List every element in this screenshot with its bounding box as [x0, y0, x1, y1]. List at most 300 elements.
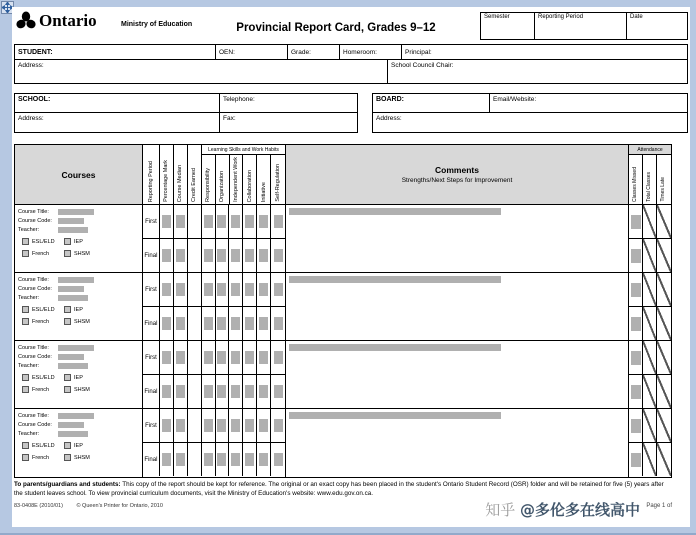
organization-cell	[216, 239, 230, 272]
initiative-value	[259, 351, 268, 364]
esl-eld-label: ESL/ELD	[32, 442, 55, 449]
french-label: French	[32, 250, 50, 257]
course-median-value	[176, 317, 185, 330]
initiative-cell	[257, 375, 271, 408]
percentage-mark-cell	[160, 273, 174, 306]
shsm-checkbox[interactable]	[64, 386, 71, 393]
times-late-cell	[657, 273, 671, 306]
independent-work-cell	[229, 375, 243, 408]
times-late-cell	[657, 443, 671, 476]
report-card-page	[12, 7, 690, 527]
percentage-mark-value	[162, 453, 171, 466]
marks-grid	[143, 409, 286, 477]
skill-header-responsibility: Responsibility	[202, 155, 216, 204]
school-council-chair-label: School Council Chair:	[391, 62, 454, 69]
course-code-value	[58, 218, 84, 224]
student-label: STUDENT:	[18, 48, 53, 56]
esl-eld-checkbox[interactable]	[22, 306, 29, 313]
watermark-handle: @多伦多在线高中	[519, 501, 640, 519]
independent-work-value	[231, 317, 240, 330]
course-block	[15, 341, 671, 409]
board-address-label: Address:	[376, 115, 402, 122]
first-report-row	[143, 341, 285, 375]
student-section	[14, 44, 688, 84]
course-median-value	[176, 215, 185, 228]
times-late-cell	[657, 239, 671, 272]
course-code-label: Course Code:	[18, 286, 52, 292]
esl-eld-label: ESL/ELD	[32, 374, 55, 381]
collaboration-cell	[243, 443, 257, 476]
responsibility-cell	[202, 409, 216, 442]
self-regulation-value	[274, 351, 283, 364]
self-regulation-cell	[271, 409, 285, 442]
comments-cell	[286, 205, 629, 272]
period-box	[480, 12, 688, 40]
shsm-checkbox[interactable]	[64, 250, 71, 257]
collaboration-cell	[243, 409, 257, 442]
responsibility-value	[204, 351, 213, 364]
course-median-cell	[174, 239, 188, 272]
organization-value	[217, 351, 226, 364]
course-info-cell	[15, 205, 143, 272]
independent-work-cell	[229, 273, 243, 306]
classes-missed-cell	[629, 205, 643, 238]
teacher-label: Teacher:	[18, 227, 40, 233]
shsm-label: SHSM	[74, 250, 90, 257]
final-period-cell: Final	[143, 239, 160, 272]
comments-cell	[286, 273, 629, 340]
responsibility-value	[204, 283, 213, 296]
oen-label: OEN:	[219, 48, 235, 56]
independent-work-value	[231, 351, 240, 364]
organization-value	[217, 419, 226, 432]
comments-value	[289, 412, 501, 419]
esl-eld-checkbox[interactable]	[22, 374, 29, 381]
teacher-value	[58, 295, 88, 301]
attendance-group	[629, 145, 671, 204]
responsibility-value	[204, 385, 213, 398]
total-classes-cell	[643, 409, 657, 442]
percentage-mark-value	[162, 215, 171, 228]
collaboration-value	[245, 453, 254, 466]
self-regulation-value	[274, 419, 283, 432]
school-address-label: Address:	[18, 115, 44, 122]
organization-cell	[216, 273, 230, 306]
responsibility-value	[204, 249, 213, 262]
independent-work-cell	[229, 205, 243, 238]
initiative-value	[259, 317, 268, 330]
course-code-value	[58, 354, 84, 360]
course-median-cell	[174, 205, 188, 238]
total-classes-cell	[643, 375, 657, 408]
initiative-cell	[257, 205, 271, 238]
iep-label: IEP	[74, 306, 83, 313]
homeroom-label: Homeroom:	[343, 48, 377, 56]
ministry-label: Ministry of Education	[121, 21, 193, 28]
self-regulation-value	[274, 453, 283, 466]
course-code-label: Course Code:	[18, 218, 52, 224]
comments-title: Comments	[435, 165, 479, 175]
french-checkbox[interactable]	[22, 386, 29, 393]
independent-work-value	[231, 249, 240, 262]
classes-missed-cell	[629, 409, 643, 442]
classes-missed-value	[631, 419, 641, 433]
courses-header: Courses	[15, 145, 143, 204]
organization-value	[217, 453, 226, 466]
self-regulation-value	[274, 385, 283, 398]
skill-header-self-regulation: Self-Regulation	[271, 155, 285, 204]
classes-missed-value	[631, 385, 641, 399]
classes-missed-cell	[629, 307, 643, 340]
final-period-cell: Final	[143, 443, 160, 476]
organization-cell	[216, 409, 230, 442]
teacher-label: Teacher:	[18, 363, 40, 369]
self-regulation-value	[274, 249, 283, 262]
collaboration-cell	[243, 375, 257, 408]
iep-label: IEP	[74, 374, 83, 381]
responsibility-cell	[202, 443, 216, 476]
shsm-label: SHSM	[74, 318, 90, 325]
watermark	[485, 499, 640, 520]
initiative-cell	[257, 409, 271, 442]
percentage-mark-value	[162, 249, 171, 262]
course-code-label: Course Code:	[18, 354, 52, 360]
form-number: 83-0408E (2010/01)	[14, 502, 63, 509]
final-report-row	[143, 443, 285, 476]
page-number: Page 1 of	[646, 502, 672, 509]
collaboration-value	[245, 317, 254, 330]
comments-cell	[286, 341, 629, 408]
iep-label: IEP	[74, 238, 83, 245]
shsm-checkbox[interactable]	[64, 454, 71, 461]
collaboration-value	[245, 385, 254, 398]
course-block	[15, 273, 671, 341]
organization-cell	[216, 205, 230, 238]
esl-eld-checkbox[interactable]	[22, 238, 29, 245]
skill-header-organization: Organization	[216, 155, 230, 204]
report-table	[14, 144, 672, 478]
times-late-cell	[657, 341, 671, 374]
final-report-row	[143, 239, 285, 272]
collaboration-value	[245, 419, 254, 432]
skill-header-collaboration: Collaboration	[243, 155, 257, 204]
course-title-value	[58, 413, 94, 419]
self-regulation-cell	[271, 341, 285, 374]
credit-earned-cell	[188, 375, 202, 408]
grade-label: Grade:	[291, 48, 311, 56]
initiative-cell	[257, 273, 271, 306]
independent-work-cell	[229, 341, 243, 374]
esl-eld-label: ESL/ELD	[32, 306, 55, 313]
total-classes-cell	[643, 273, 657, 306]
first-period-cell: First	[143, 409, 160, 442]
attendance-cells	[629, 205, 671, 272]
final-report-row	[143, 375, 285, 408]
iep-checkbox[interactable]	[64, 374, 71, 381]
percentage-mark-cell	[160, 375, 174, 408]
independent-work-cell	[229, 307, 243, 340]
initiative-cell	[257, 239, 271, 272]
footer-note	[14, 481, 672, 499]
collaboration-value	[245, 351, 254, 364]
initiative-value	[259, 283, 268, 296]
credit-earned-cell	[188, 239, 202, 272]
course-code-value	[58, 422, 84, 428]
course-median-value	[176, 283, 185, 296]
first-report-row	[143, 205, 285, 239]
attendance-header-times-late: Times Late	[657, 155, 671, 204]
self-regulation-cell	[271, 375, 285, 408]
french-checkbox[interactable]	[22, 454, 29, 461]
responsibility-cell	[202, 273, 216, 306]
first-report-row	[143, 409, 285, 443]
first-period-cell: First	[143, 205, 160, 238]
esl-eld-checkbox[interactable]	[22, 442, 29, 449]
self-regulation-cell	[271, 273, 285, 306]
responsibility-value	[204, 419, 213, 432]
iep-checkbox[interactable]	[64, 306, 71, 313]
french-label: French	[32, 318, 50, 325]
shsm-label: SHSM	[74, 454, 90, 461]
course-info-cell	[15, 341, 143, 408]
credit-earned-header: Credit Earned	[188, 145, 202, 204]
classes-missed-value	[631, 351, 641, 365]
ontario-logo	[16, 11, 97, 31]
responsibility-cell	[202, 205, 216, 238]
attendance-header-classes-missed: Classes Missed	[629, 155, 643, 204]
responsibility-cell	[202, 375, 216, 408]
course-title-label: Course Title:	[18, 413, 49, 419]
table-body	[15, 205, 671, 477]
total-classes-cell	[643, 205, 657, 238]
course-median-cell	[174, 375, 188, 408]
classes-missed-value	[631, 249, 641, 263]
marks-grid	[143, 341, 286, 408]
classes-missed-value	[631, 317, 641, 331]
responsibility-cell	[202, 341, 216, 374]
course-median-value	[176, 351, 185, 364]
initiative-cell	[257, 307, 271, 340]
email-website-label: Email/Website:	[493, 96, 537, 103]
responsibility-cell	[202, 239, 216, 272]
self-regulation-cell	[271, 205, 285, 238]
percentage-mark-value	[162, 283, 171, 296]
course-median-cell	[174, 273, 188, 306]
self-regulation-value	[274, 317, 283, 330]
school-section	[14, 93, 358, 133]
comments-header	[286, 145, 629, 204]
initiative-value	[259, 215, 268, 228]
french-checkbox[interactable]	[22, 318, 29, 325]
comments-cell	[286, 409, 629, 477]
telephone-label: Telephone:	[223, 96, 255, 103]
classes-missed-cell	[629, 443, 643, 476]
page-header	[14, 10, 688, 41]
classes-missed-cell	[629, 375, 643, 408]
course-title-value	[58, 345, 94, 351]
organization-cell	[216, 307, 230, 340]
percentage-mark-value	[162, 419, 171, 432]
skill-header-initiative: Initiative	[257, 155, 271, 204]
course-median-value	[176, 453, 185, 466]
course-median-cell	[174, 409, 188, 442]
course-info-cell	[15, 409, 143, 477]
total-classes-cell	[643, 307, 657, 340]
marks-grid	[143, 273, 286, 340]
times-late-cell	[657, 205, 671, 238]
course-title-label: Course Title:	[18, 277, 49, 283]
organization-value	[217, 249, 226, 262]
initiative-value	[259, 385, 268, 398]
collaboration-cell	[243, 307, 257, 340]
learning-skills-group	[202, 145, 286, 204]
course-title-label: Course Title:	[18, 345, 49, 351]
times-late-cell	[657, 375, 671, 408]
self-regulation-cell	[271, 307, 285, 340]
percentage-mark-cell	[160, 239, 174, 272]
organization-value	[217, 215, 226, 228]
responsibility-value	[204, 215, 213, 228]
watermark-site: 知乎	[485, 501, 516, 519]
responsibility-cell	[202, 307, 216, 340]
course-block	[15, 205, 671, 273]
course-median-value	[176, 385, 185, 398]
independent-work-value	[231, 215, 240, 228]
comments-value	[289, 276, 501, 283]
attendance-cells	[629, 341, 671, 408]
attendance-cells	[629, 273, 671, 340]
student-row	[15, 45, 687, 60]
first-period-cell: First	[143, 341, 160, 374]
initiative-value	[259, 249, 268, 262]
credit-earned-cell	[188, 205, 202, 238]
course-info-cell	[15, 273, 143, 340]
collaboration-value	[245, 215, 254, 228]
comments-value	[289, 344, 501, 351]
teacher-value	[58, 227, 88, 233]
percentage-mark-cell	[160, 443, 174, 476]
times-late-cell	[657, 409, 671, 442]
course-title-value	[58, 209, 94, 215]
date-label: Date	[630, 14, 643, 20]
classes-missed-cell	[629, 341, 643, 374]
french-label: French	[32, 386, 50, 393]
classes-missed-value	[631, 283, 641, 297]
classes-missed-value	[631, 215, 641, 229]
credit-earned-cell	[188, 409, 202, 442]
organization-value	[217, 385, 226, 398]
credit-earned-cell	[188, 273, 202, 306]
total-classes-cell	[643, 341, 657, 374]
marks-grid	[143, 205, 286, 272]
percentage-mark-value	[162, 385, 171, 398]
student-address-label: Address:	[18, 62, 44, 69]
total-classes-cell	[643, 239, 657, 272]
comments-subtitle: Strengths/Next Steps for Improvement	[401, 177, 513, 184]
iep-checkbox[interactable]	[64, 442, 71, 449]
comments-value	[289, 208, 501, 215]
footer-note-body: This copy of the report should be kept for reference. The original or an exact copy has been placed in the student's Ontario Student Record (OSR) folder and will be retained for five (5) years after the student leaves school. To view provincial curriculum documents, visit the Ministry of Education's website: www.edu.gov.on.ca.	[14, 481, 664, 497]
attendance-header-total-classes: Total Classes	[643, 155, 657, 204]
reporting-period-header: Reporting Period	[143, 145, 160, 204]
teacher-label: Teacher:	[18, 295, 40, 301]
organization-value	[217, 283, 226, 296]
organization-value	[217, 317, 226, 330]
self-regulation-value	[274, 215, 283, 228]
self-regulation-cell	[271, 239, 285, 272]
responsibility-value	[204, 453, 213, 466]
board-section	[372, 93, 688, 133]
classes-missed-cell	[629, 273, 643, 306]
independent-work-value	[231, 385, 240, 398]
percentage-mark-cell	[160, 307, 174, 340]
ontario-wordmark: Ontario	[39, 11, 97, 30]
teacher-value	[58, 431, 88, 437]
school-board-row	[14, 93, 688, 133]
independent-work-value	[231, 453, 240, 466]
self-regulation-cell	[271, 443, 285, 476]
table-header	[15, 145, 671, 205]
course-code-label: Course Code:	[18, 422, 52, 428]
final-period-cell: Final	[143, 375, 160, 408]
independent-work-cell	[229, 443, 243, 476]
first-period-cell: First	[143, 273, 160, 306]
attendance-header: Attendance	[629, 145, 671, 155]
collaboration-value	[245, 283, 254, 296]
final-period-cell: Final	[143, 307, 160, 340]
collaboration-cell	[243, 239, 257, 272]
percentage-mark-header: Percentage Mark	[160, 145, 174, 204]
attendance-cells	[629, 409, 671, 477]
shsm-checkbox[interactable]	[64, 318, 71, 325]
semester-label: Semester	[481, 13, 535, 39]
teacher-label: Teacher:	[18, 431, 40, 437]
footer-note-intro: To parents/guardians and students:	[14, 481, 121, 488]
initiative-cell	[257, 443, 271, 476]
final-report-row	[143, 307, 285, 340]
course-median-cell	[174, 341, 188, 374]
course-title-value	[58, 277, 94, 283]
course-block	[15, 409, 671, 477]
times-late-cell	[657, 307, 671, 340]
collaboration-cell	[243, 341, 257, 374]
credit-earned-cell	[188, 307, 202, 340]
student-address-row	[15, 60, 687, 83]
collaboration-cell	[243, 273, 257, 306]
credit-earned-cell	[188, 341, 202, 374]
initiative-value	[259, 419, 268, 432]
independent-work-cell	[229, 239, 243, 272]
initiative-cell	[257, 341, 271, 374]
course-title-label: Course Title:	[18, 209, 49, 215]
esl-eld-label: ESL/ELD	[32, 238, 55, 245]
course-median-value	[176, 419, 185, 432]
school-label: SCHOOL:	[18, 96, 51, 103]
percentage-mark-value	[162, 351, 171, 364]
percentage-mark-cell	[160, 409, 174, 442]
copyright: © Queen's Printer for Ontario, 2010	[76, 502, 163, 509]
french-checkbox[interactable]	[22, 250, 29, 257]
page-title: Provincial Report Card, Grades 9–12	[236, 22, 436, 34]
iep-checkbox[interactable]	[64, 238, 71, 245]
trillium-icon	[16, 11, 36, 31]
course-median-header: Course Median	[174, 145, 188, 204]
principal-label: Principal:	[405, 48, 432, 56]
course-median-cell	[174, 443, 188, 476]
skill-header-independent-work: Independent Work	[230, 155, 244, 204]
organization-cell	[216, 443, 230, 476]
total-classes-cell	[643, 443, 657, 476]
